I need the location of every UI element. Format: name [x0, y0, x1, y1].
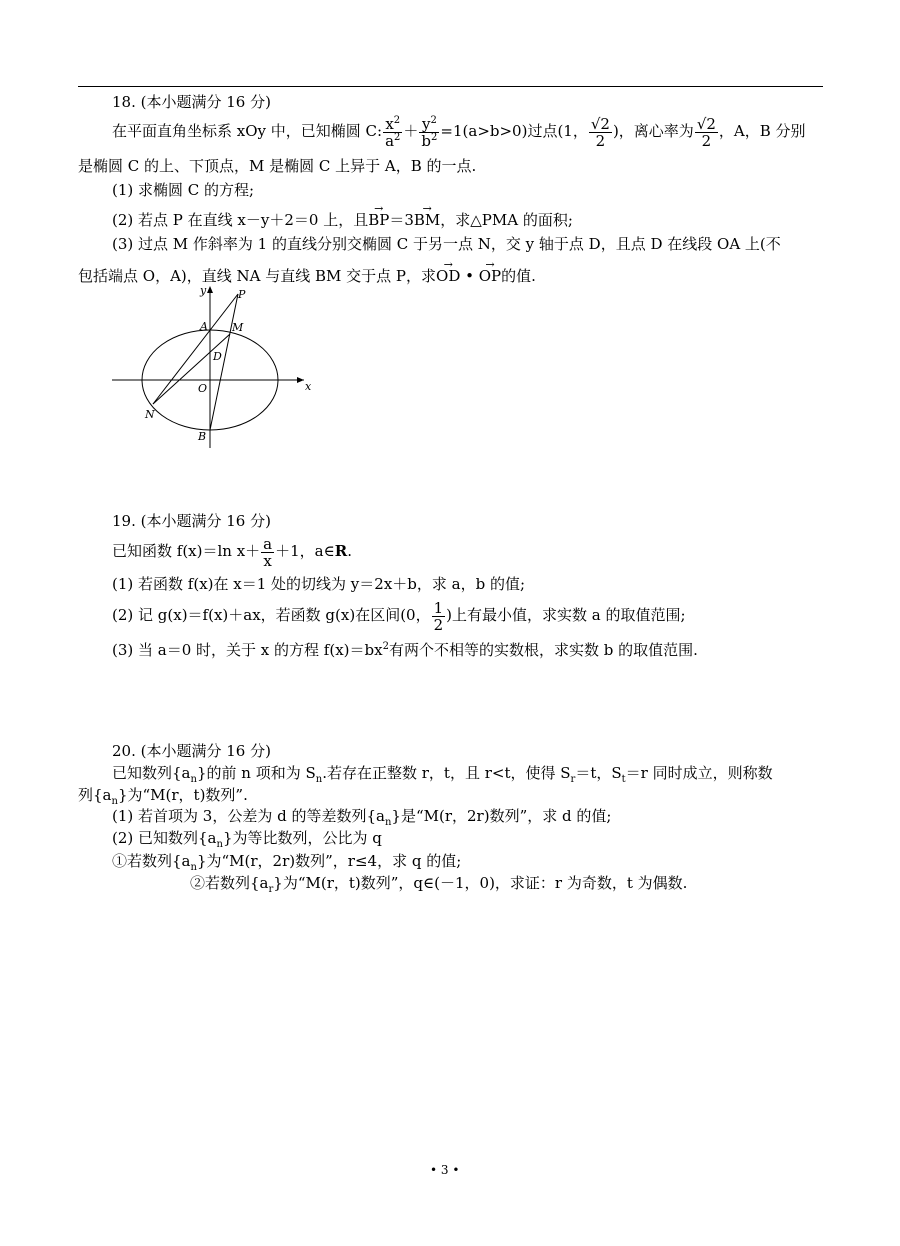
q18-text: =1(a>b>0)过点(1，: [440, 122, 588, 140]
subscript: n: [315, 774, 323, 785]
superscript: 2: [382, 641, 389, 652]
q20-text: }为“M(r，t)数列”，q∈(－1，0)，求证：r 为奇数，t 为偶数.: [273, 874, 688, 892]
y-axis-arrow: [207, 286, 213, 293]
label-b: B: [198, 430, 207, 443]
q18-paragraph-line1: 在平面直角坐标系 xOy 中，已知椭圆 C: $\frac{x^2}{a^2}$ ＋ $\frac{y^2}{b^2}$ =1(a>b>0)过点(1， $\frac{√2}{2}$ )，离心率为 $\frac{√2}{2}$ ，A，B 分别: [112, 114, 806, 150]
subscript: n: [384, 817, 392, 828]
q19-sub1: (1) 若函数 f(x)在 x＝1 处的切线为 y＝2x＋b，求 a，b 的值;: [112, 575, 526, 593]
frac-num: y: [421, 114, 431, 133]
q20-text: (1) 若首项为 3，公差为 d 的等差数列{a: [112, 807, 385, 825]
q20-text: ①若数列{a: [112, 852, 191, 870]
subscript: n: [216, 839, 223, 850]
label-p: P: [238, 288, 246, 301]
q20-text: 列{a: [78, 786, 112, 804]
vector-op: → OP: [479, 266, 501, 286]
q19-text: (3) 当 a＝0 时，关于 x 的方程 f(x)＝bx: [112, 641, 383, 659]
q18-header: 18. (本小题满分 16 分): [112, 93, 271, 111]
subscript: n: [190, 774, 197, 785]
q20-case1: [112, 851, 461, 871]
q18-text: ，求△PMA 的面积;: [440, 211, 573, 229]
frac-den: x: [263, 551, 272, 570]
q20-text: (2) 已知数列{a: [112, 829, 217, 847]
q20-text: }为“M(r，t)数列”.: [117, 786, 248, 804]
label-a: A: [200, 320, 208, 333]
q19-function-def: [112, 532, 352, 570]
q20-definition-line1: [112, 763, 773, 783]
q20-text: .若存在正整数 r，t，且 r<t，使得 S: [322, 764, 571, 782]
label-d: D: [213, 350, 222, 363]
q19-sub2: [112, 596, 686, 634]
q19-text: 有两个不相等的实数根，求实数 b 的取值范围.: [388, 641, 698, 659]
frac-den: 2: [595, 131, 606, 150]
frac-den: b: [421, 131, 432, 150]
page-number: • 3 •: [430, 1163, 460, 1177]
frac-num: 1: [433, 598, 444, 617]
q20-text: }的前 n 项和为 S: [196, 764, 316, 782]
q20-definition-line2: [78, 785, 248, 805]
q19-text: .: [347, 542, 352, 560]
q20-text: }为等比数列，公比为 q: [222, 829, 382, 847]
frac-num: a: [263, 534, 273, 553]
q18-text: 的值.: [501, 267, 536, 285]
q20-sub1: [112, 806, 611, 826]
q20-sub2: [112, 828, 382, 848]
fraction-sqrt2-2: [589, 116, 612, 149]
label-o: O: [198, 382, 208, 395]
q20-case2: [190, 873, 687, 893]
dot-operator: •: [460, 267, 479, 285]
q20-text: ②若数列{a: [190, 874, 269, 892]
fraction-y2-b2: $\frac{y^2}{b^2}$: [421, 114, 438, 150]
frac-num: √2: [590, 114, 610, 133]
subscript: r: [268, 884, 274, 895]
subscript: t: [621, 774, 626, 785]
vector-bm: → BM: [414, 210, 440, 230]
fraction-a-over-x: [261, 536, 274, 569]
q19-text: ＋1，a∈: [275, 542, 335, 560]
subscript: n: [190, 862, 197, 873]
label-y: y: [200, 284, 207, 297]
q18-paragraph-line2: 是椭圆 C 的上、下顶点，M 是椭圆 C 上异于 A，B 的一点.: [78, 157, 477, 175]
q19-text: (2) 记 g(x)＝f(x)＋ax，若函数 g(x)在区间(0，: [112, 606, 431, 624]
fraction-x2-a2: $\frac{x^2}{a^2}$: [385, 114, 401, 150]
label-m: M: [232, 321, 244, 334]
frac-num: √2: [696, 114, 716, 133]
q18-text: )，离心率为: [612, 122, 694, 140]
vector-bp: → BP: [368, 210, 389, 230]
q20-text: ＝t，S: [575, 764, 622, 782]
q19-text: )上有最小值，求实数 a 的取值范围;: [446, 606, 686, 624]
frac-den: a: [385, 131, 395, 150]
line-nm: [153, 334, 230, 404]
q18-text: 包括端点 O，A)，直线 NA 与直线 BM 交于点 P，求: [78, 267, 437, 285]
top-rule: [78, 86, 823, 87]
fraction-one-half: [432, 600, 446, 633]
vector-od: → OD: [436, 266, 460, 286]
frac-den: 2: [433, 615, 444, 634]
q18-sub2: [112, 210, 573, 230]
q20-text: ＝r 同时成立，则称数: [625, 764, 773, 782]
q20-text: 已知数列{a: [112, 764, 191, 782]
real-numbers-symbol: R: [334, 542, 348, 560]
q18-text: 在平面直角坐标系 xOy 中，已知椭圆 C:: [112, 122, 383, 140]
q18-sub1: (1) 求椭圆 C 的方程;: [112, 181, 255, 199]
q18-text: (2) 若点 P 在直线 x－y＋2＝0 上，且: [112, 211, 369, 229]
frac-num: x: [385, 114, 394, 133]
q20-text: }为“M(r，2r)数列”，r≤4，求 q 的值;: [196, 852, 462, 870]
subscript: r: [570, 774, 576, 785]
q20-text: }是“M(r，2r)数列”，求 d 的值;: [391, 807, 612, 825]
frac-den: 2: [701, 131, 712, 150]
fraction-eccentricity: [695, 116, 718, 149]
q18-text: ＝3: [389, 211, 414, 229]
label-x: x: [305, 380, 312, 393]
q19-text: 已知函数 f(x)＝ln x＋: [112, 542, 261, 560]
q18-sub3-line1: (3) 过点 M 作斜率为 1 的直线分别交椭圆 C 于另一点 N，交 y 轴于点 D，且点 D 在线段 OA 上(不: [112, 235, 781, 253]
ellipse-figure: [108, 282, 328, 454]
q19-header: 19. (本小题满分 16 分): [112, 512, 271, 530]
x-axis-arrow: [297, 377, 304, 383]
q18-text: ，A，B 分别: [718, 122, 806, 140]
q20-header: 20. (本小题满分 16 分): [112, 742, 271, 760]
subscript: n: [111, 796, 118, 807]
line-np: [153, 294, 238, 404]
label-n: N: [145, 408, 155, 421]
q19-sub3: [112, 640, 698, 660]
